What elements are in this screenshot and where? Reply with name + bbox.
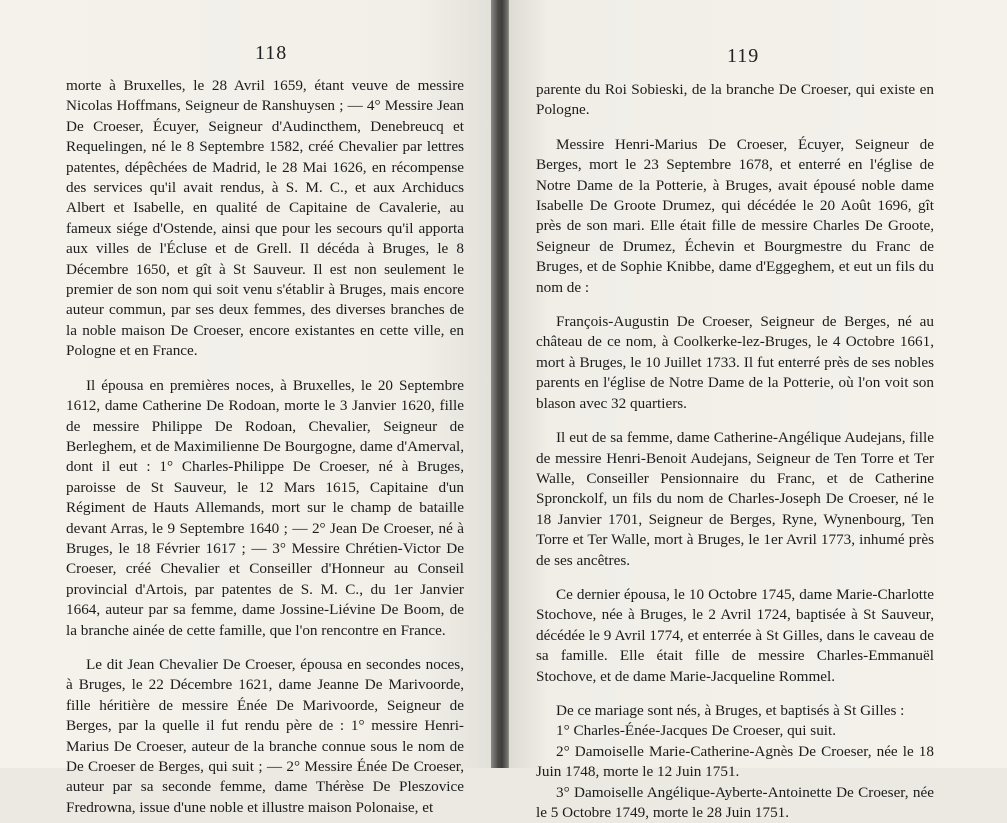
left-paragraph-3: Le dit Jean Chevalier De Croeser, épousa en secondes noces, à Bruges, le 22 Décembre 1621, dame Jeanne De Marivoorde, fille héritière de messire Énée De Marivoorde, Seigneur de Berges, par la quelle il fut rendu père de : 1° messire Henri-Marius De Croeser, auteur de la branche connue sous le nom de De Croeser de Berges, qui suit ; — 2° Messire Énée De Croeser, auteur par sa seconde femme, dame Thérèse De Pleszovice Fredrowna, issue d'une noble et illustre maison Polonaise, et bbox=[66, 655, 464, 816]
right-list-item-1: 1° Charles-Énée-Jacques De Croeser, qui suit. bbox=[556, 722, 837, 740]
left-paragraph-1: morte à Bruxelles, le 28 Avril 1659, étant veuve de messire Nicolas Hoffmans, Seigneur de Ranshuysen ; — 4° Messire Jean De Croeser, Écuyer, Seigneur d'Audincthem, Denebreucq et Requelingen, né le 8 Septembre 1582, créé Chevalier par lettres patentes, dépêchées de Madrid, le 28 Mai 1626, en récompense des services qu'il avait rendus, à S. M. C., et aux Archiducs Albert et Isabelle, en qualité de Capitaine de Cavalerie, au fameux siége d'Ostende, ainsi que pour les secours qu'il apporta aux villes de l'Écluse et de Grell. Il décéda à Bruges, le 8 Décembre 1650, et gît à St Sauveur. Il est non seulement le premier de son nom qui soit venu s'établir à Bruges, mais encore auteur commun, par ses deux femmes, des diverses branches de la noble maison De Croeser, encore existantes en cette ville, en Pologne et en France. bbox=[66, 77, 464, 360]
left-page-number: 118 bbox=[255, 42, 288, 64]
right-paragraph-5: Ce dernier épousa, le 10 Octobre 1745, dame Marie-Charlotte Stochove, née à Bruges, le 2 Avril 1724, baptisée à St Sauveur, décédée le 9 Avril 1774, et enterrée à St Gilles, dans le caveau de sa famille. Elle était fille de messire Charles-Emmanuël Stochove, et de dame Marie-Jacqueline Rommel. bbox=[536, 585, 934, 685]
right-page-number: 119 bbox=[727, 45, 760, 67]
right-list-item-3: 3° Damoiselle Angélique-Ayberte-Antoinette De Croeser, née le 5 Octobre 1749, morte le 28 Juin 1751. bbox=[536, 783, 934, 821]
left-paragraph-2: Il épousa en premières noces, à Bruxelles, le 20 Septembre 1612, dame Catherine De Rodoan, morte le 3 Janvier 1620, fille de messire Philippe De Rodoan, Chevalier, Seigneur de Berleghem, et de Maximilienne De Bourgogne, dame d'Amerval, dont il eut : 1° Charles-Philippe De Croeser, né à Bruges, paroisse de St Sauveur, le 12 Mars 1615, Capitaine d'un Régiment de Hauts Allemands, mort sur le champ de bataille devant Arras, le 9 Septembre 1640 ; — 2° Jean De Croeser, né à Bruges, le 18 Février 1617 ; — 3° Messire Chrétien-Victor De Croeser, créé Chevalier et Conseiller d'Honneur au Conseil provincial d'Artois, par patentes de S. M. C., du 1er Janvier 1664, auteur par sa femme, dame Jossine-Liévine De Boom, de la branche ainée de cette famille, que l'on rencontre en France. bbox=[66, 376, 464, 639]
left-page bbox=[0, 0, 493, 816]
right-paragraph-1: parente du Roi Sobieski, de la branche De Croeser, qui existe en Pologne. bbox=[536, 81, 934, 119]
right-paragraph-4: Il eut de sa femme, dame Catherine-Angélique Audejans, fille de messire Henri-Benoit Audejans, Seigneur de Ten Torre et Ter Walle, Conseiller Pensionnaire du Franc, et de Catherine Spronckolf, un fils du nom de Charles-Joseph De Croeser, né le 18 Janvier 1701, Seigneur de Berges, Ryne, Wynenbourg, Ten Torre et Ter Walle, mort à Bruges, le 1er Avril 1773, inhumé près de ses ancêtres. bbox=[536, 429, 934, 569]
right-list-item-2: 2° Damoiselle Marie-Catherine-Agnès De Croeser, née le 18 Juin 1748, morte le 12 Juin 1751. bbox=[536, 742, 934, 781]
right-paragraph-3: François-Augustin De Croeser, Seigneur de Berges, né au château de ce nom, à Coolkerke-lez-Bruges, le 4 Octobre 1661, mort à Bruges, le 10 Juillet 1733. Il fut enterré près de ses nobles parents en l'église de Notre Dame de la Potterie, où l'on voit son blason avec 32 quartiers. bbox=[536, 313, 934, 412]
right-paragraph-2: Messire Henri-Marius De Croeser, Écuyer, Seigneur de Berges, mort le 23 Septembre 1678, et enterré en l'église de Notre Dame de la Potterie, à Bruges, avait épousé noble dame Isabelle De Groote Drumez, qui décédée le 20 Août 1696, gît près de son mari. Elle était fille de messire Charles De Groote, Seigneur de Drumez, Échevin et Bourgmestre du Franc de Bruges, et de Sophie Knibbe, dame d'Eggeghem, et eut un fils du nom de : bbox=[536, 135, 934, 296]
left-text-block bbox=[66, 76, 464, 818]
book-gutter bbox=[491, 0, 511, 768]
right-text-block bbox=[536, 80, 934, 823]
right-page bbox=[509, 0, 1007, 821]
right-paragraph-6: De ce mariage sont nés, à Bruges, et baptisés à St Gilles : bbox=[556, 701, 905, 719]
